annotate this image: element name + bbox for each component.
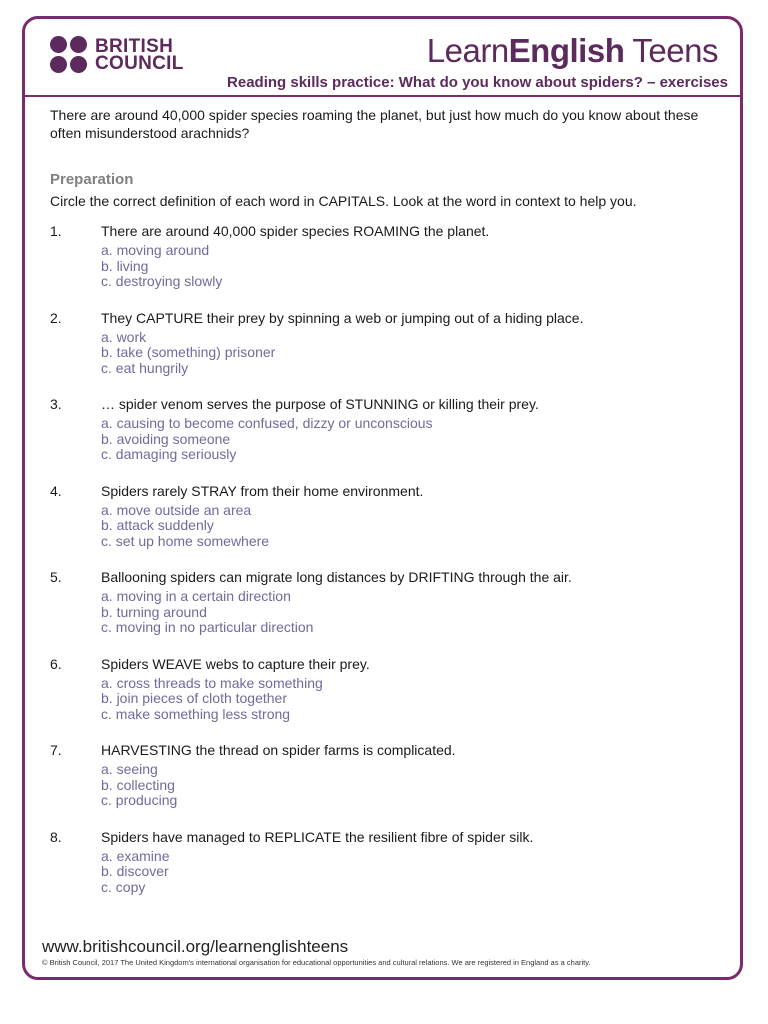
header-divider	[22, 95, 743, 97]
answer-options	[101, 416, 730, 463]
answer-option[interactable]: a. work	[101, 328, 147, 345]
brand-teens: Teens	[624, 32, 718, 69]
question-item	[50, 741, 730, 809]
answer-option[interactable]: b. living	[101, 257, 149, 274]
answer-options	[101, 676, 730, 723]
question-number: 3.	[50, 396, 62, 412]
question-number: 5.	[50, 569, 62, 585]
answer-option[interactable]: c. producing	[101, 792, 178, 808]
question-line	[50, 741, 730, 759]
british-council-logo	[50, 36, 184, 73]
question-item	[50, 395, 730, 463]
answer-option[interactable]: b. collecting	[101, 776, 175, 793]
question-number: 4.	[50, 482, 62, 499]
question-number: 1.	[50, 223, 62, 239]
page-title: Reading skills practice: What do you know about spiders? – exercises	[227, 74, 728, 91]
answer-option[interactable]: c. set up home somewhere	[101, 532, 270, 549]
question-list	[50, 222, 730, 895]
answer-option[interactable]: b. turning around	[101, 603, 207, 620]
question-line	[50, 222, 730, 240]
question-number: 7.	[50, 742, 62, 758]
question-text: Spiders have managed to REPLICATE the resilient fibre of spider silk.	[101, 828, 534, 845]
answer-options	[101, 243, 730, 290]
answer-option[interactable]: a. moving around	[101, 242, 210, 258]
question-line	[50, 828, 730, 846]
answer-option[interactable]: a. cross threads to make something	[101, 674, 323, 691]
question-item	[50, 222, 730, 290]
answer-options	[101, 589, 730, 636]
question-line	[50, 482, 730, 500]
intro-text: There are around 40,000 spider species roaming the planet, but just how much do you know about these often misunderstood arachnids?	[50, 107, 699, 141]
logo-line-2: COUNCIL	[95, 52, 184, 74]
answer-option[interactable]: b. attack suddenly	[101, 517, 214, 533]
answer-options	[101, 849, 730, 896]
footer-copyright: © British Council, 2017 The United Kingdom's international organisation for educational opportunities and cultural relations. We are registered in England as a charity.	[42, 958, 591, 967]
question-line	[50, 395, 730, 413]
question-item	[50, 655, 730, 723]
answer-option[interactable]: a. examine	[101, 847, 170, 864]
footer-url[interactable]: www.britishcouncil.org/learnenglishteens	[42, 937, 349, 956]
worksheet-content	[50, 106, 730, 914]
question-number: 2.	[50, 309, 62, 326]
answer-option[interactable]: a. seeing	[101, 761, 158, 777]
answer-options	[101, 503, 730, 550]
question-text: They CAPTURE their prey by spinning a web or jumping out of a hiding place.	[101, 309, 584, 326]
answer-option[interactable]: b. discover	[101, 863, 169, 879]
question-text: Spiders WEAVE webs to capture their prey.	[101, 655, 370, 672]
preparation-instruction: Circle the correct definition of each word in CAPITALS. Look at the word in context to help you.	[50, 193, 637, 209]
logo-text	[95, 35, 184, 74]
answer-option[interactable]: c. destroying slowly	[101, 273, 223, 289]
question-line	[50, 655, 730, 673]
answer-option[interactable]: a. causing to become confused, dizzy or unconscious	[101, 415, 433, 431]
question-text: Spiders rarely STRAY from their home environment.	[101, 482, 424, 499]
answer-option[interactable]: b. join pieces of cloth together	[101, 690, 288, 706]
answer-option[interactable]: c. copy	[101, 878, 146, 895]
answer-options	[101, 762, 730, 809]
answer-option[interactable]: c. moving in no particular direction	[101, 619, 314, 635]
brand-english: English	[508, 32, 625, 69]
question-line	[50, 309, 730, 327]
answer-option[interactable]: b. take (something) prisoner	[101, 344, 276, 360]
answer-option[interactable]: c. make something less strong	[101, 705, 291, 722]
preparation-heading: Preparation	[50, 171, 134, 188]
question-item	[50, 309, 730, 377]
question-line	[50, 568, 730, 586]
logo-dots-icon	[50, 36, 87, 73]
question-item	[50, 568, 730, 636]
question-item	[50, 828, 730, 896]
answer-option[interactable]: c. eat hungrily	[101, 359, 189, 376]
learnenglish-teens-brand	[427, 32, 718, 70]
question-text: … spider venom serves the purpose of STUNNING or killing their prey.	[101, 396, 539, 412]
brand-learn: Learn	[426, 32, 509, 69]
answer-option[interactable]: a. move outside an area	[101, 501, 252, 518]
answer-option[interactable]: c. damaging seriously	[101, 446, 237, 462]
question-number: 8.	[50, 828, 62, 845]
question-text: Ballooning spiders can migrate long distances by DRIFTING through the air.	[101, 569, 572, 585]
question-number: 6.	[50, 655, 62, 672]
logo-line-1: BRITISH	[95, 35, 174, 57]
question-text: There are around 40,000 spider species ROAMING the planet.	[101, 223, 490, 239]
question-item	[50, 482, 730, 550]
answer-option[interactable]: a. moving in a certain direction	[101, 588, 291, 604]
answer-option[interactable]: b. avoiding someone	[101, 430, 231, 447]
question-text: HARVESTING the thread on spider farms is complicated.	[101, 742, 456, 758]
answer-options	[101, 330, 730, 377]
